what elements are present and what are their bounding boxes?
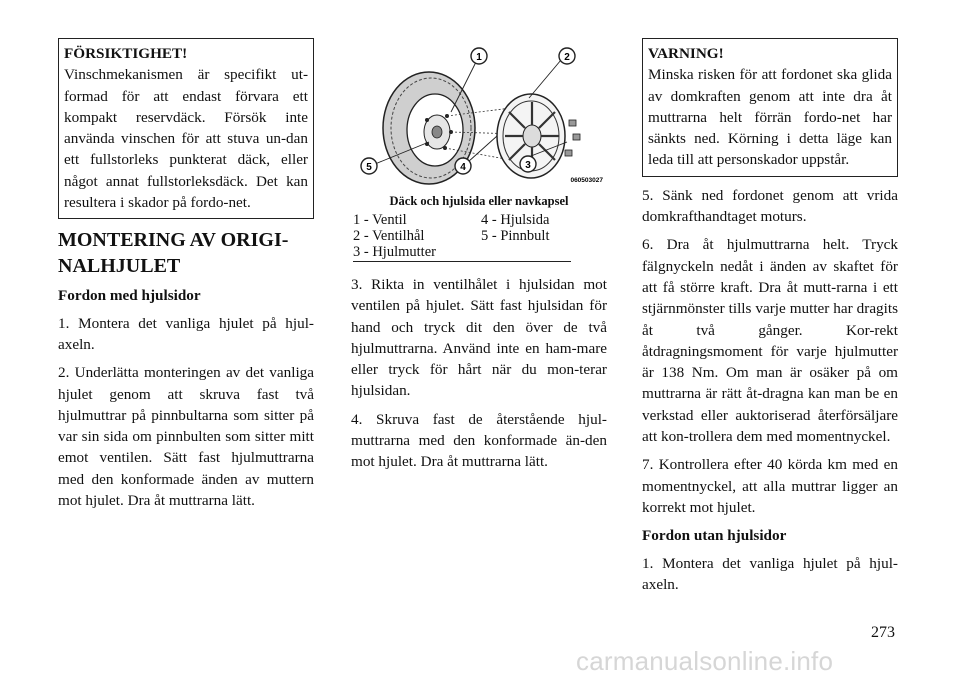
caution-text: Vinschmekanismen är specifikt ut-formad för att endast förvara ett kompakt reservdäck. Försök inte använda vinschen för att stuva un-dan ett fullstorleks punkterat däck, eller något annat fullstorleksdäck. Det kan resultera i skador på fordo-net. bbox=[64, 66, 308, 212]
caution-title: FÖRSIKTIGHET! bbox=[64, 45, 188, 62]
warning-text: Minska risken för att fordonet ska glida av domkraften genom att inte dra åt muttrarna helt förrän fordo-net har sänkts ned. Körning i detta läge kan leda till att personskador uppstår. bbox=[648, 66, 892, 169]
warning-title: VARNING! bbox=[648, 45, 724, 62]
svg-text:4: 4 bbox=[460, 162, 466, 173]
watermark-text: carmanualsonline.info bbox=[576, 646, 834, 676]
step-3: 3. Rikta in ventilhålet i hjulsidan mot ventilen på hjulet. Sätt fast hjulsidan för hand och tryck dit den över de två hjulmuttrarna. Använd inte en ham-mare eller tryck för hårt när du mon-terar hjulsidan. bbox=[351, 276, 607, 400]
page-number: 273 bbox=[871, 624, 895, 641]
wheel-figure bbox=[351, 38, 607, 188]
callout-1 bbox=[471, 48, 487, 64]
legend-item: 5 - Pinnbult bbox=[481, 228, 550, 244]
wheel-illustration bbox=[351, 38, 607, 188]
step-1-no-hubcaps: 1. Montera det vanliga hjulet på hjul-axeln. bbox=[642, 554, 898, 593]
warning-box bbox=[642, 38, 898, 177]
column-left bbox=[58, 38, 314, 518]
column-middle bbox=[351, 38, 607, 480]
step-2: 2. Underlätta monteringen av det vanliga hjulet genom att skruva fast två hjulmuttrar på pinnbultarna som sitter på var sin sida om pinnbulten som sitter mitt emot ventilen. Sätt fast hjulmuttrarna med den konformade änden av muttern mot hjulet. Dra åt muttrarna lätt. bbox=[58, 364, 314, 510]
step-6: 6. Dra åt hjulmuttrarna helt. Tryck fälgnyckeln nedåt i änden av skaftet för att få större kraft. Dra åt mutt-rarna i ett stjärnmönster tills varje mutter har dragits åt två gånger. Kor-rekt åtdragningsmoment för varje hjulmutter är 138 Nm. Om man är osäker på om muttrarna är rätt åt-dragna kan man be en verkstad eller auktoriserad återförsäljare att kon-trollera dem med momentnyckel. bbox=[642, 236, 898, 446]
section-heading-line2: NALHJULET bbox=[58, 255, 181, 278]
callout-5 bbox=[361, 158, 377, 174]
section-heading bbox=[58, 227, 314, 279]
svg-text:2: 2 bbox=[564, 52, 570, 63]
legend-item bbox=[481, 244, 609, 260]
legend-item: 4 - Hjulsida bbox=[481, 212, 550, 228]
caution-box bbox=[58, 38, 314, 219]
callout-4 bbox=[455, 158, 471, 174]
subheading-with-hubcaps: Fordon med hjulsidor bbox=[58, 287, 201, 305]
figure-code: 060503027 bbox=[570, 177, 603, 184]
svg-text:1: 1 bbox=[476, 52, 482, 63]
figure-caption: Däck och hjulsida eller navkapsel bbox=[389, 194, 569, 208]
figure-legend bbox=[353, 212, 571, 262]
column-right bbox=[642, 38, 898, 602]
subheading-without-hubcaps: Fordon utan hjulsidor bbox=[642, 527, 787, 545]
legend-item: 2 - Ventilhål bbox=[353, 228, 425, 244]
legend-item: 1 - Ventil bbox=[353, 212, 407, 228]
svg-text:5: 5 bbox=[366, 162, 372, 173]
svg-text:3: 3 bbox=[525, 160, 531, 171]
step-7: 7. Kontrollera efter 40 körda km med en momentnyckel, att alla muttrar ligger an korrekt mot hjulet. bbox=[642, 456, 898, 516]
section-heading-line1: MONTERING AV ORIGI- bbox=[58, 229, 289, 252]
step-5: 5. Sänk ned fordonet genom att vrida domkrafthandtaget moturs. bbox=[642, 186, 898, 226]
legend-item: 3 - Hjulmutter bbox=[353, 244, 436, 260]
callout-3 bbox=[520, 156, 536, 172]
callout-2 bbox=[559, 48, 575, 64]
step-4: 4. Skruva fast de återstående hjul-muttrarna med den konformade än-den mot hjulet. Dra åt muttrarna lätt. bbox=[351, 410, 607, 471]
step-1: 1. Montera det vanliga hjulet på hjul-axeln. bbox=[58, 314, 314, 353]
